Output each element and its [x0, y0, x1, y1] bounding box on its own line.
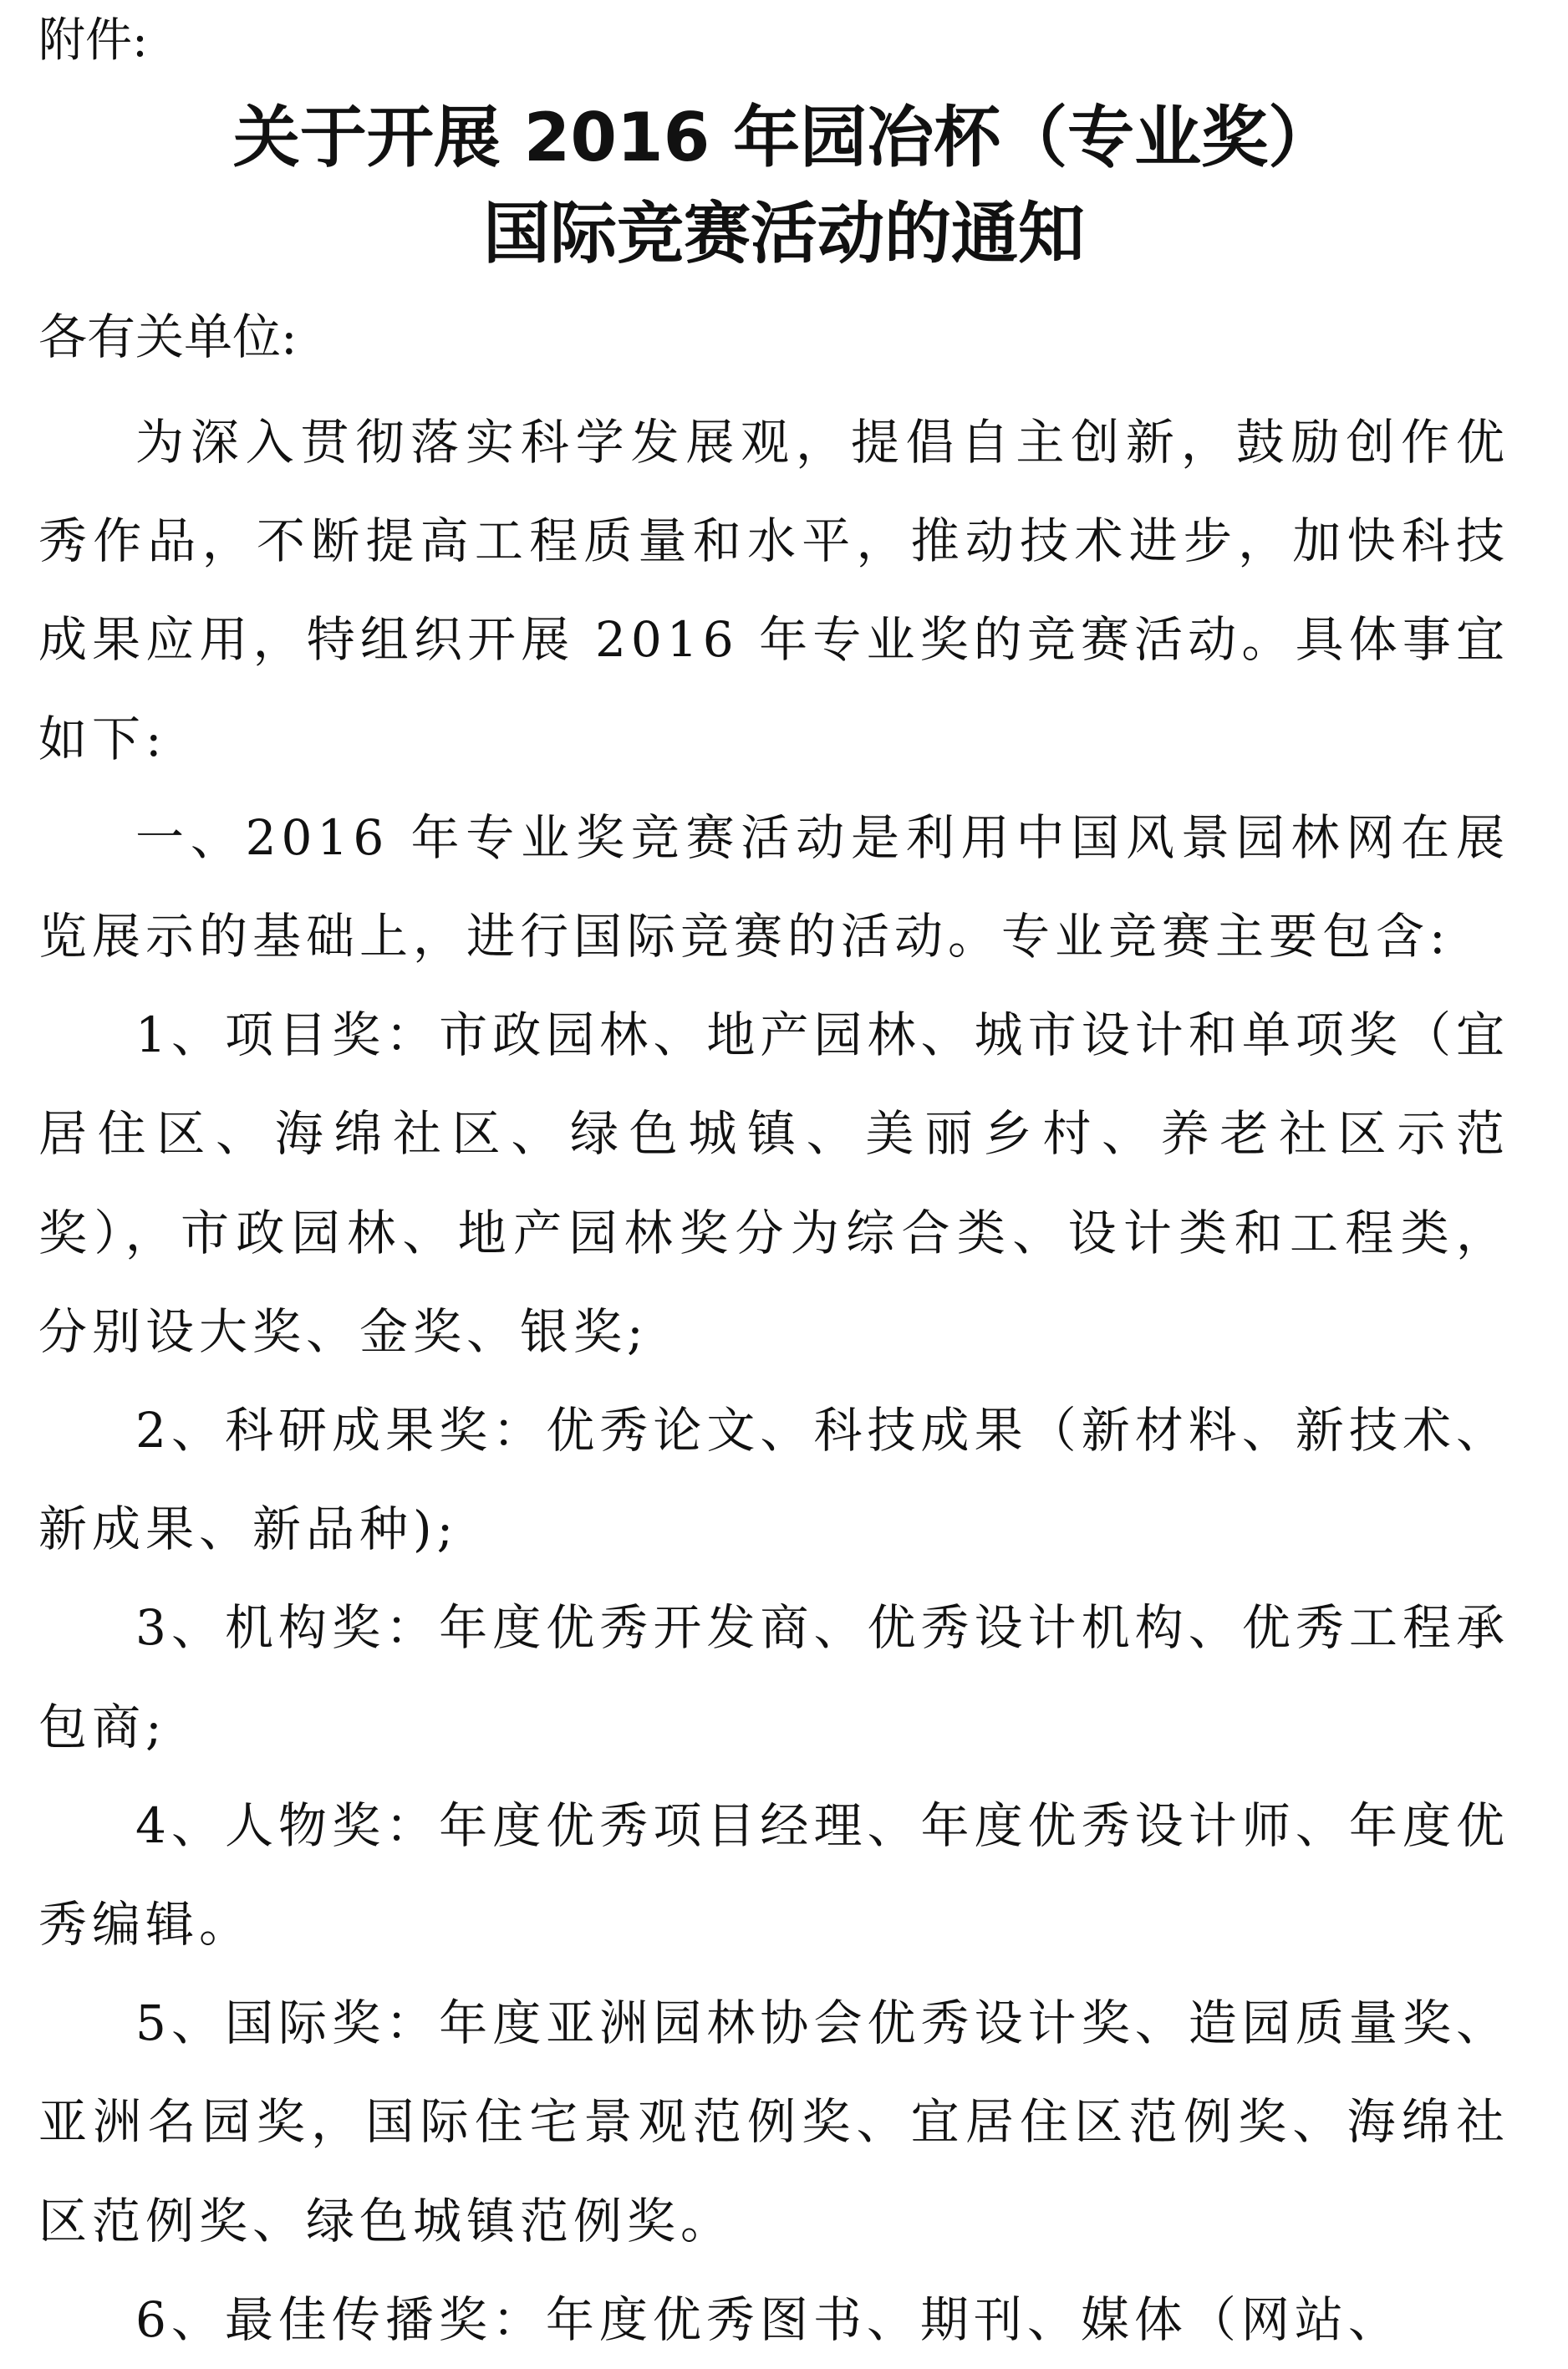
section-one-paragraph: 一、2016 年专业奖竞赛活动是利用中国风景园林网在展览展示的基础上，进行国际竞赛的活动。专业竞赛主要包含: — [38, 808, 1509, 965]
salutation: 各有关单位: — [38, 308, 298, 365]
intro-paragraph: 为深入贯彻落实科学发展观，提倡自主创新，鼓励创作优秀作品，不断提高工程质量和水平，推动技术进步，加快科技成果应用，特组织开展 2016 年专业奖的竞赛活动。具体事宜如下: — [38, 414, 1509, 767]
item-3-institution-award: 3、机构奖：年度优秀开发商、优秀设计机构、优秀工程承包商; — [38, 1599, 1509, 1755]
attachment-label: 附件: — [38, 13, 148, 68]
notice-title-line-1: 关于开展 2016 年园冶杯（专业奖） — [232, 99, 1336, 176]
item-4-person-award: 4、人物奖：年度优秀项目经理、年度优秀设计师、年度优秀编辑。 — [38, 1796, 1509, 1954]
notice-body — [38, 393, 1509, 2369]
item-2-research-award: 2、科研成果奖：优秀论文、科技成果（新材料、新技术、新成果、新品种); — [38, 1402, 1509, 1558]
notice-title-line-2: 国际竞赛活动的通知 — [483, 195, 1085, 273]
item-1-project-award: 1、项目奖：市政园林、地产园林、城市设计和单项奖（宜居住区、海绵社区、绿色城镇、美丽乡村、养老社区示范奖），市政园林、地产园林奖分为综合类、设计类和工程类，分别设大奖、金奖、银奖; — [38, 1006, 1509, 1360]
item-5-international-award: 5、国际奖：年度亚洲园林协会优秀设计奖、造园质量奖、亚洲名园奖，国际住宅景观范例奖、宜居住区范例奖、海绵社区范例奖、绿色城镇范例奖。 — [38, 1995, 1509, 2249]
item-6-communication-award: 6、最佳传播奖：年度优秀图书、期刊、媒体（网站、 — [135, 2290, 1402, 2348]
